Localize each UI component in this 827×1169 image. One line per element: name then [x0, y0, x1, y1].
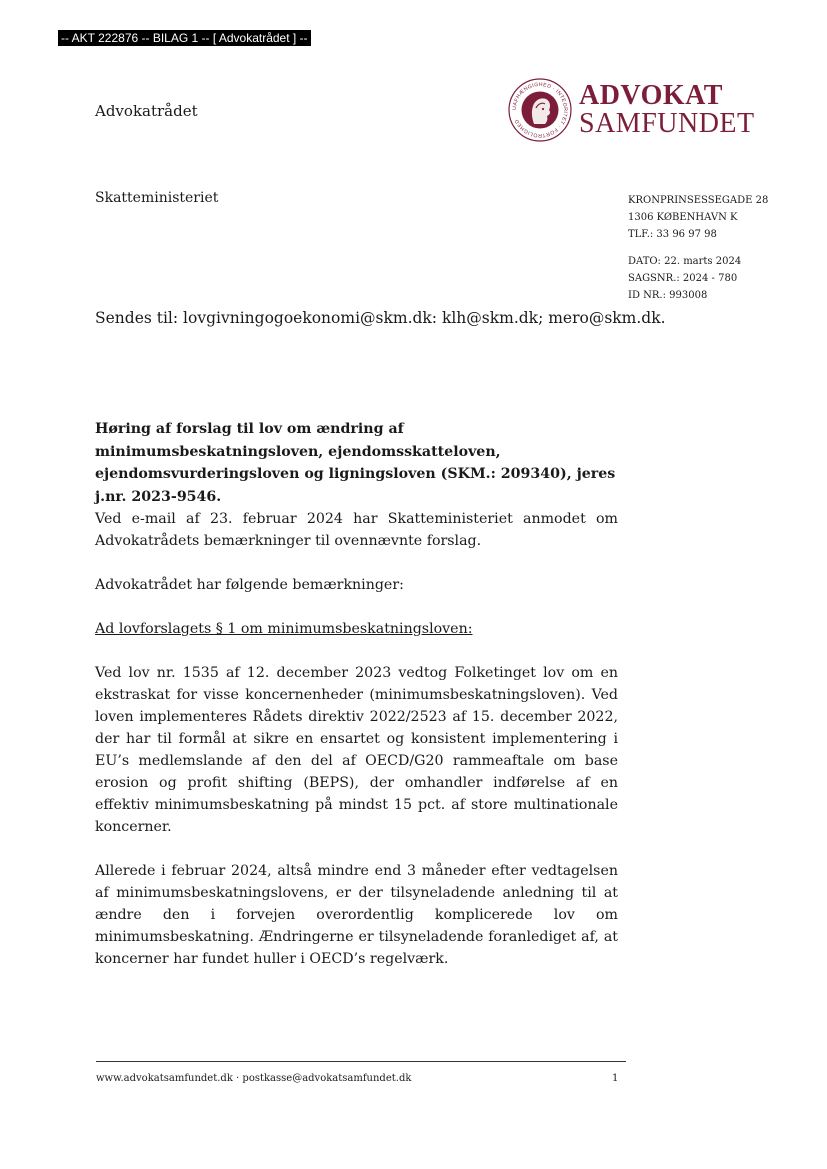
page-number: 1: [612, 1073, 619, 1084]
letter-body: [95, 508, 618, 992]
recipient-name: Skatteministeriet: [95, 190, 219, 206]
seal-text: UAFHÆNGIGHED · INTEGRITET · FORTROLIGHED: [511, 81, 569, 139]
body-paragraph-4: Allerede i februar 2024, altså mindre end 3 måneder efter vedtagelsen af minimumsbeskatningslovens, er der tilsyneladende anledning til at ændre den i forvejen overordentlig komplicerede lov om minimumsbeskatning. Ændringerne er tilsyneladende foranlediget af, at koncerner har fundet huller i OECD’s regelværk.: [95, 863, 618, 967]
seal-icon: [508, 78, 572, 142]
body-paragraph-1: Ved e-mail af 23. februar 2024 har Skatteministeriet anmodet om Advokatrådets bemærkninger til ovennævnte forslag.: [95, 511, 618, 549]
footer-divider: [96, 1061, 626, 1062]
sender-name: Advokatrådet: [95, 102, 198, 120]
id-number: ID NR.: 993008: [628, 290, 708, 301]
letter-date: DATO: 22. marts 2024: [628, 256, 742, 267]
body-paragraph-3: Ved lov nr. 1535 af 12. december 2023 vedtog Folketinget lov om en ekstraskat for visse koncernenheder (minimumsbeskatningsloven). Ved loven implementeres Rådets direktiv 2022/2523 af 15. december 2022, der har til formål at sikre en ensartet og konsistent implementering i EU’s medlemslande af den del af OECD/G20 rammeaftale om base erosion og profit shifting (BEPS), der omhandler indførelse af en effektiv minimumsbeskatning på mindst 15 pct. af store multinationale koncerner.: [95, 665, 618, 835]
sendes-til-line: Sendes til: lovgivningogoekonomi@skm.dk: klh@skm.dk; mero@skm.dk.: [95, 309, 666, 327]
logo-line-1: ADVOKAT: [579, 80, 723, 111]
body-paragraph-2: Advokatrådet har følgende bemærkninger:: [95, 577, 404, 593]
case-number: SAGSNR.: 2024 - 780: [628, 273, 738, 284]
document-stamp: -- AKT 222876 -- BILAG 1 -- [ Advokatrådet ] --: [58, 30, 311, 46]
logo-line-2: SAMFUNDET: [579, 108, 755, 139]
address-phone: TLF.: 33 96 97 98: [628, 229, 717, 240]
section-heading: Ad lovforslagets § 1 om minimumsbeskatningsloven:: [95, 621, 473, 637]
address-city: 1306 KØBENHAVN K: [628, 212, 738, 223]
advokatsamfundet-logo: [508, 78, 768, 142]
sender-address-block: [628, 192, 768, 304]
address-street: KRONPRINSESSEGADE 28: [628, 195, 769, 206]
footer-contact: www.advokatsamfundet.dk · postkasse@advokatsamfundet.dk: [96, 1073, 412, 1084]
letter-subject: Høring af forslag til lov om ændring af minimumsbeskatningsloven, ejendomsskatteloven, ejendomsvurderingsloven og ligningsloven (SKM.: 209340), jeres j.nr. 2023-9546.: [95, 421, 616, 505]
